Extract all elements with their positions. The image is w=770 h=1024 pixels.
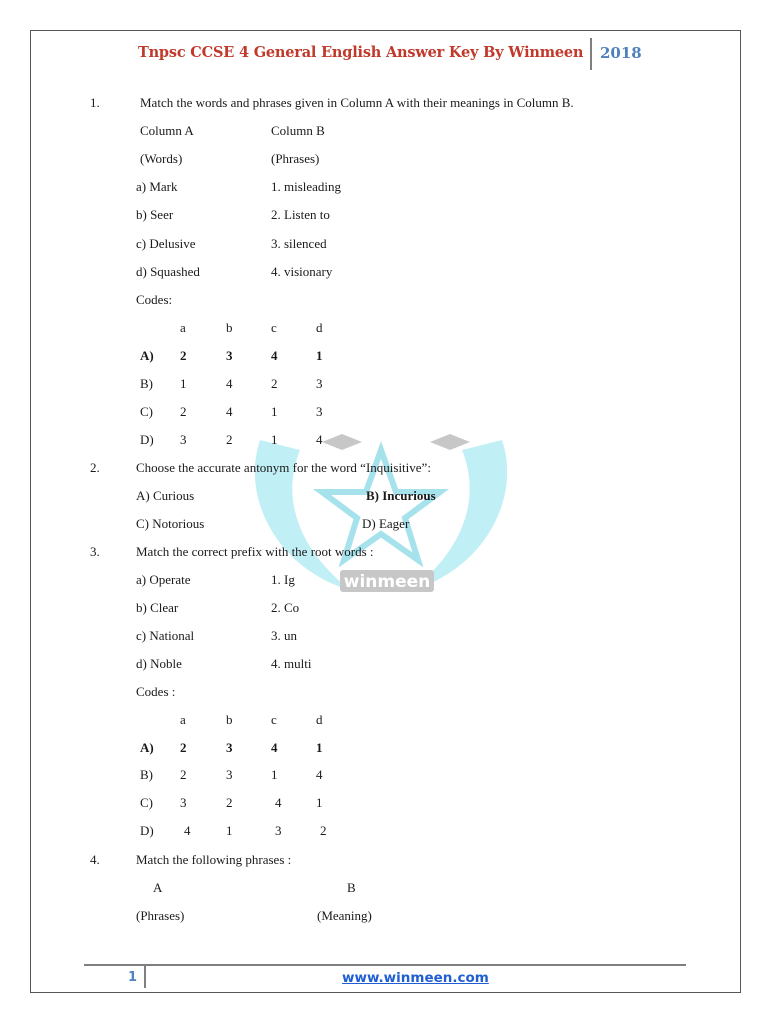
q1-b-item: 3. silenced bbox=[271, 236, 327, 251]
footer-separator bbox=[144, 966, 146, 988]
q3-option-value: 4 bbox=[275, 795, 282, 810]
q1-code-header: c bbox=[271, 320, 277, 335]
q2-number: 2. bbox=[90, 460, 100, 475]
q4-col-b-title: B bbox=[347, 880, 356, 895]
q1-option-value: 4 bbox=[271, 348, 278, 363]
q3-option-value: 2 bbox=[226, 795, 233, 810]
q4-col-a-sub: (Phrases) bbox=[136, 908, 185, 923]
q1-text: Match the words and phrases given in Column A with their meanings in Column B. bbox=[140, 95, 574, 110]
q2-text: Choose the accurate antonym for the word “Inquisitive”: bbox=[136, 460, 431, 475]
q3-option-label: B) bbox=[140, 767, 153, 782]
watermark-text: winmeen bbox=[343, 572, 431, 592]
q4-col-b-sub: (Meaning) bbox=[317, 908, 372, 923]
q3-option-label: D) bbox=[140, 823, 154, 838]
q1-option-value: 1 bbox=[180, 376, 187, 391]
q3-option-value: 1 bbox=[316, 795, 323, 810]
website-link[interactable]: www.winmeen.com bbox=[342, 970, 489, 986]
q3-option-value: 1 bbox=[271, 767, 278, 782]
q3-b-item: 4. multi bbox=[271, 656, 312, 671]
q3-option-value: 3 bbox=[180, 795, 187, 810]
q3-a-item: b) Clear bbox=[136, 600, 179, 615]
q4-text: Match the following phrases : bbox=[136, 852, 292, 867]
q1-code-header: a bbox=[180, 320, 186, 335]
q3-option-value: 2 bbox=[320, 823, 327, 838]
q3-option-value: 4 bbox=[316, 767, 323, 782]
q1-option-value: 2 bbox=[180, 348, 187, 363]
q1-option-value: 2 bbox=[180, 404, 187, 419]
q1-option-value: 4 bbox=[316, 432, 323, 447]
q3-option-label: C) bbox=[140, 795, 153, 810]
q1-option-value: 3 bbox=[316, 376, 323, 391]
q1-option-value: 3 bbox=[180, 432, 187, 447]
q1-option-value: 2 bbox=[226, 432, 233, 447]
q3-b-item: 1. Ig bbox=[271, 572, 295, 587]
q1-option-value: 1 bbox=[271, 404, 278, 419]
document-year: 2018 bbox=[600, 44, 642, 62]
q3-option-value: 3 bbox=[226, 740, 233, 755]
q3-option-value: 1 bbox=[226, 823, 233, 838]
q1-col-b-sub: (Phrases) bbox=[271, 151, 320, 166]
q3-option-value: 4 bbox=[271, 740, 278, 755]
q1-number: 1. bbox=[90, 95, 100, 110]
q1-option-label: B) bbox=[140, 376, 153, 391]
q3-number: 3. bbox=[90, 544, 100, 559]
q1-option-value: 3 bbox=[226, 348, 233, 363]
q1-a-item: d) Squashed bbox=[136, 264, 200, 279]
q3-option-value: 2 bbox=[180, 740, 187, 755]
q1-option-value: 3 bbox=[316, 404, 323, 419]
q3-text: Match the correct prefix with the root words : bbox=[136, 544, 374, 559]
q1-col-a-sub: (Words) bbox=[140, 151, 183, 166]
q1-option-label: A) bbox=[140, 348, 154, 363]
q3-option-label: A) bbox=[140, 740, 154, 755]
q1-option-label: D) bbox=[140, 432, 154, 447]
q2-option: D) Eager bbox=[362, 516, 410, 531]
q1-a-item: c) Delusive bbox=[136, 236, 196, 251]
footer-rule bbox=[84, 964, 686, 966]
q1-b-item: 4. visionary bbox=[271, 264, 333, 279]
q1-option-value: 2 bbox=[271, 376, 278, 391]
q1-codes-label: Codes: bbox=[136, 292, 173, 307]
q3-code-header: c bbox=[271, 712, 277, 727]
q3-option-value: 3 bbox=[275, 823, 282, 838]
q3-b-item: 3. un bbox=[271, 628, 297, 643]
q1-b-item: 2. Listen to bbox=[271, 207, 330, 222]
q1-col-a-title: Column A bbox=[140, 123, 194, 138]
q3-a-item: d) Noble bbox=[136, 656, 182, 671]
q3-a-item: a) Operate bbox=[136, 572, 191, 587]
q1-option-value: 4 bbox=[226, 376, 233, 391]
q4-col-a-title: A bbox=[153, 880, 163, 895]
q3-code-header: a bbox=[180, 712, 186, 727]
q3-a-item: c) National bbox=[136, 628, 195, 643]
q2-option-answer: B) Incurious bbox=[366, 488, 436, 503]
q4-number: 4. bbox=[90, 852, 100, 867]
q3-option-value: 2 bbox=[180, 767, 187, 782]
q1-code-header: b bbox=[226, 320, 233, 335]
q3-code-header: b bbox=[226, 712, 233, 727]
q3-b-item: 2. Co bbox=[271, 600, 300, 615]
cap-right-icon bbox=[430, 434, 470, 450]
q2-option: C) Notorious bbox=[136, 516, 205, 531]
header-separator bbox=[590, 38, 592, 70]
q3-option-value: 1 bbox=[316, 740, 323, 755]
q1-code-header: d bbox=[316, 320, 323, 335]
q3-code-header: d bbox=[316, 712, 323, 727]
q3-option-value: 4 bbox=[184, 823, 191, 838]
q1-a-item: a) Mark bbox=[136, 179, 178, 194]
cap-left-icon bbox=[322, 434, 362, 450]
q2-option: A) Curious bbox=[136, 488, 195, 503]
q1-col-b-title: Column B bbox=[271, 123, 325, 138]
q3-codes-label: Codes : bbox=[136, 684, 176, 699]
document-title: Tnpsc CCSE 4 General English Answer Key By Winmeen bbox=[138, 44, 584, 61]
q1-option-value: 1 bbox=[316, 348, 323, 363]
q1-b-item: 1. misleading bbox=[271, 179, 342, 194]
page-number: 1 bbox=[128, 970, 138, 985]
q1-a-item: b) Seer bbox=[136, 207, 174, 222]
q1-option-value: 1 bbox=[271, 432, 278, 447]
q1-option-label: C) bbox=[140, 404, 153, 419]
q3-option-value: 3 bbox=[226, 767, 233, 782]
q1-option-value: 4 bbox=[226, 404, 233, 419]
